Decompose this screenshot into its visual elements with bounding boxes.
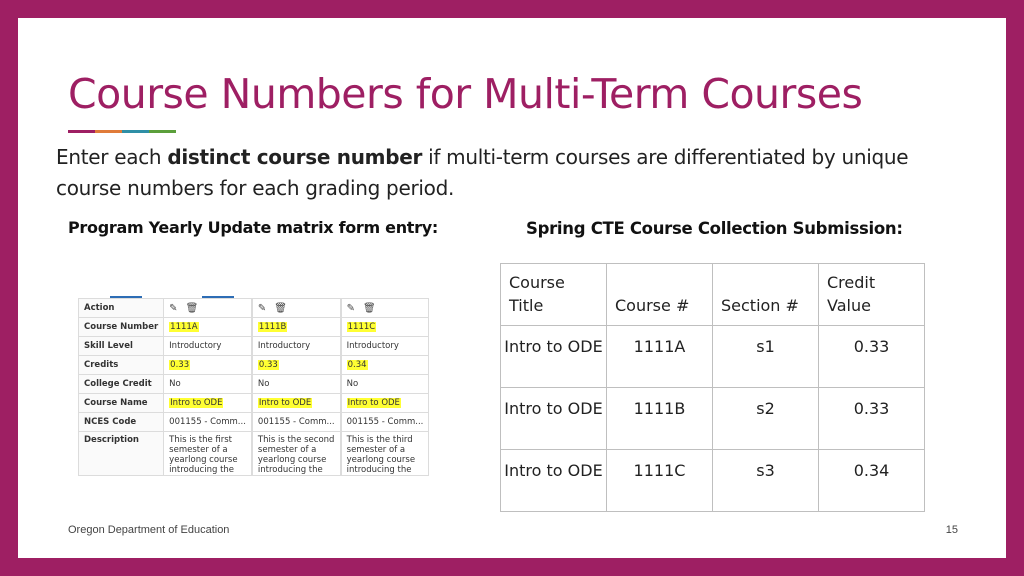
accent-segment-3 — [122, 130, 149, 133]
action-cell — [164, 299, 252, 318]
section-number-cell: s3 — [713, 450, 819, 512]
nces-code-value: 001155 - Comm... — [341, 413, 429, 432]
skill-level-value: Introductory — [252, 337, 340, 356]
matrix-row-skill-level — [79, 337, 429, 356]
college-credit-value: No — [164, 375, 252, 394]
title-accent-bar — [68, 130, 176, 133]
accent-segment-1 — [68, 130, 95, 133]
trash-icon[interactable]: 🗑 — [185, 302, 199, 314]
credit-value-cell: 0.33 — [819, 326, 925, 388]
action-cell — [341, 299, 429, 318]
matrix-row-nces-code — [79, 413, 429, 432]
section-number-cell: s1 — [713, 326, 819, 388]
matrix-label: Program Yearly Update matrix form entry: — [68, 218, 438, 237]
row-label: Course Name — [79, 394, 164, 413]
row-label: Action — [79, 299, 164, 318]
matrix-row-college-credit — [79, 375, 429, 394]
nces-code-value: 001155 - Comm... — [252, 413, 340, 432]
page-number: 15 — [945, 524, 958, 536]
course-number-value: 1111A — [170, 322, 198, 332]
collection-header-row — [501, 264, 925, 326]
edit-icon[interactable]: ✎ — [257, 302, 267, 314]
table-row — [501, 326, 925, 388]
college-credit-value: No — [341, 375, 429, 394]
credit-value-cell: 0.34 — [819, 450, 925, 512]
course-number-value: 1111C — [347, 322, 376, 332]
header-course-number: Course # — [607, 264, 713, 326]
credit-value-cell: 0.33 — [819, 388, 925, 450]
matrix-row-course-number — [79, 318, 429, 337]
matrix-row-action — [79, 299, 429, 318]
accent-segment-4 — [149, 130, 176, 133]
row-label: Credits — [79, 356, 164, 375]
college-credit-value: No — [252, 375, 340, 394]
row-label: Course Number — [79, 318, 164, 337]
page-title: Course Numbers for Multi-Term Courses — [68, 70, 863, 118]
slide — [18, 18, 1006, 558]
row-label: NCES Code — [79, 413, 164, 432]
intro-text — [56, 142, 976, 204]
row-label: Description — [79, 432, 164, 476]
collection-label: Spring CTE Course Collection Submission: — [526, 219, 903, 238]
intro-before: Enter each — [56, 145, 168, 169]
table-row — [501, 388, 925, 450]
footer-text: Oregon Department of Education — [68, 524, 230, 536]
course-title-cell: Intro to ODE — [501, 450, 607, 512]
course-name-value: Intro to ODE — [170, 398, 223, 408]
row-label: Skill Level — [79, 337, 164, 356]
description-value: This is the first semester of a yearlong course introducing the — [164, 432, 252, 476]
matrix-row-credits — [79, 356, 429, 375]
skill-level-value: Introductory — [341, 337, 429, 356]
header-credit-value: Credit Value — [819, 264, 925, 326]
course-name-value: Intro to ODE — [258, 398, 312, 408]
action-cell — [252, 299, 340, 318]
matrix-screenshot — [78, 296, 429, 478]
credits-value: 0.33 — [170, 360, 190, 370]
edit-icon[interactable]: ✎ — [346, 302, 356, 314]
trash-icon[interactable]: 🗑 — [363, 302, 376, 314]
course-title-cell: Intro to ODE — [501, 388, 607, 450]
header-course-title: Course Title — [501, 264, 607, 326]
header-section-number: Section # — [713, 264, 819, 326]
row-label: College Credit — [79, 375, 164, 394]
intro-bold: distinct course number — [167, 145, 423, 169]
course-name-value: Intro to ODE — [347, 398, 400, 408]
course-number-cell: 1111C — [607, 450, 713, 512]
matrix-row-description — [79, 432, 429, 476]
description-value: This is the second semester of a yearlong course introducing the — [252, 432, 340, 476]
trash-icon[interactable]: 🗑 — [274, 302, 287, 314]
table-row — [501, 450, 925, 512]
nces-code-value: 001155 - Comm... — [164, 413, 252, 432]
course-number-value: 1111B — [258, 322, 287, 332]
description-value: This is the third semester of a yearlong course introducing the — [341, 432, 429, 476]
credits-value: 0.33 — [258, 360, 278, 370]
section-number-cell: s2 — [713, 388, 819, 450]
intro-after: if multi-term courses are differentiated by unique course numbers for each grading period. — [56, 145, 909, 200]
matrix-table — [78, 298, 429, 476]
matrix-row-course-name — [79, 394, 429, 413]
credits-value: 0.34 — [347, 360, 367, 370]
skill-level-value: Introductory — [164, 337, 252, 356]
edit-icon[interactable]: ✎ — [169, 302, 178, 314]
course-number-cell: 1111A — [607, 326, 713, 388]
course-number-cell: 1111B — [607, 388, 713, 450]
course-title-cell: Intro to ODE — [501, 326, 607, 388]
collection-table — [500, 263, 925, 512]
accent-segment-2 — [95, 130, 122, 133]
